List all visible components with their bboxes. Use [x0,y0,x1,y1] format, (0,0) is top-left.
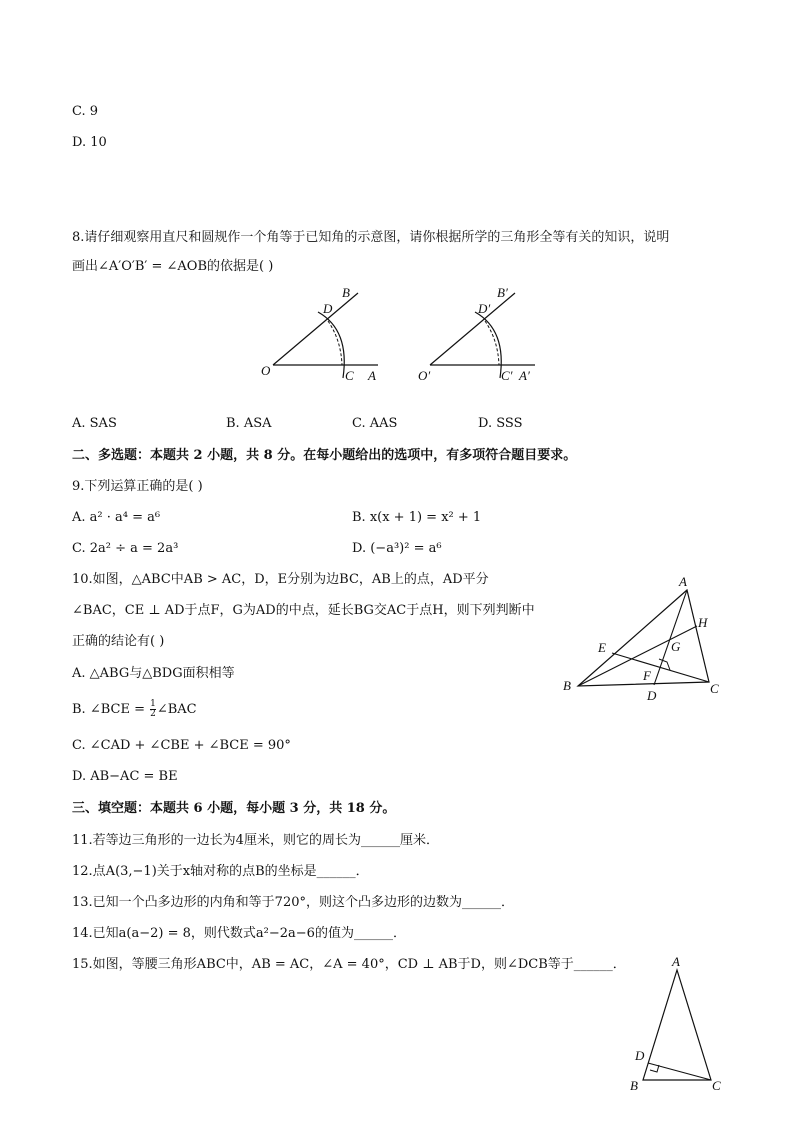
q15-label-B: B [630,1078,638,1093]
q9-option-a: A. a² · a⁴ = a⁶ [72,510,161,525]
q10-stem-line3: 正确的结论有( ) [72,634,165,649]
q12-stem: 12.点A(3,−1)关于x轴对称的点B的坐标是______． [72,864,369,879]
q10-label-D: D [647,688,657,703]
q8-option-a: A. SAS [72,416,117,431]
q10-stem-line1: 10.如图，△ABC中AB > AC，D，E分别为边BC，AB上的点，AD平分 [72,572,489,587]
q15-label-D: D [635,1048,645,1063]
q10-fraction-numerator: 1 [150,699,156,709]
q15-stem: 15.如图，等腰三角形ABC中，AB = AC，∠A = 40°，CD ⊥ AB于D，则∠DCB等于______． [72,957,626,972]
q9-stem: 9.下列运算正确的是( ) [72,479,203,494]
q10-option-b-prefix: B. ∠BCE = [72,702,145,717]
q8-stem-line2: 画出∠A′O′B′ = ∠AOB的依据是( ) [72,259,274,274]
q9-option-d: D. (−a³)² = a⁶ [352,541,442,556]
q7-option-d: D. 10 [72,135,107,150]
q10-option-a: A. △ABG与△BDG面积相等 [72,666,235,681]
q10-label-H: H [698,615,708,630]
q10-label-A: A [679,574,687,589]
q15-label-A: A [672,954,680,969]
q10-label-E: E [598,640,606,655]
q8-option-d: D. SSS [478,416,523,431]
q8-label-D-prime: D′ [478,301,491,316]
q11-stem: 11.若等边三角形的一边长为4厘米，则它的周长为______厘米． [72,833,439,848]
q10-label-G: G [671,639,681,654]
q8-label-A-prime: A′ [519,368,530,383]
q9-option-c: C. 2a² ÷ a = 2a³ [72,541,179,556]
q10-option-b-suffix: ∠BAC [156,702,197,717]
q10-option-d: D. AB−AC = BE [72,769,178,784]
section-3-heading: 三、填空题：本题共 6 小题，每小题 3 分，共 18 分。 [72,801,396,816]
q13-stem: 13.已知一个凸多边形的内角和等于720°，则这个凸多边形的边数为______． [72,895,514,910]
q8-label-B-prime: B′ [497,285,508,300]
q10-label-B: B [563,678,571,693]
q15-label-C: C [712,1078,721,1093]
q10-fraction-denominator: 2 [150,709,156,719]
q8-label-A: A [368,368,376,383]
q7-option-c: C. 9 [72,104,99,119]
q14-stem: 14.已知a(a−2) = 8，则代数式a²−2a−6的值为______． [72,926,406,941]
q10-label-F: F [643,668,651,683]
q9-option-b: B. x(x + 1) = x² + 1 [352,510,482,525]
section-2-heading: 二、多选题：本题共 2 小题，共 8 分。在每小题给出的选项中，有多项符合题目要求。 [72,448,577,463]
q8-label-O: O [261,363,271,378]
q8-label-D: D [323,301,333,316]
q10-label-C: C [710,681,719,696]
q8-label-O-prime: O′ [418,368,431,383]
q8-stem-line1: 8.请仔细观察用直尺和圆规作一个角等于已知角的示意图，请你根据所学的三角形全等有关的知识，说明 [72,230,670,245]
q8-label-C-prime: C′ [501,368,513,383]
q8-option-b: B. ASA [226,416,272,431]
q8-label-B: B [342,285,350,300]
q8-option-c: C. AAS [352,416,398,431]
q8-label-C: C [345,368,354,383]
q10-stem-line2: ∠BAC，CE ⊥ AD于点F，G为AD的中点，延长BG交AC于点H，则下列判断中 [72,603,535,618]
q10-option-c: C. ∠CAD + ∠CBE + ∠BCE = 90° [72,738,291,753]
